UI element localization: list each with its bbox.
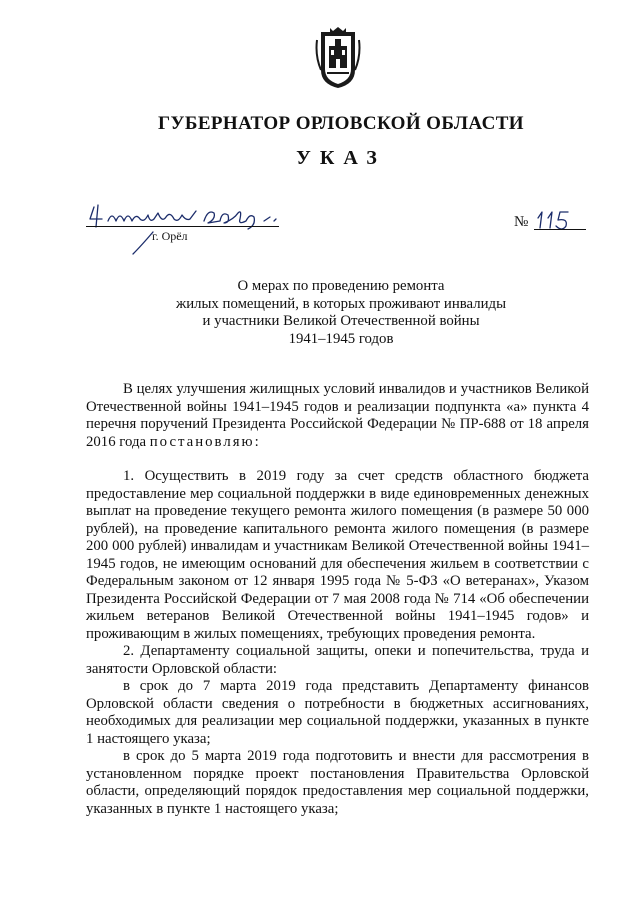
title-line: 1941–1945 годов: [288, 330, 394, 347]
decree-title: [0, 278, 640, 348]
subparagraph-2a: в срок до 7 марта 2019 года представить Департаменту финансов Орловской области сведения о потребности в бюджетных ассигнованиях, необходимых для реализации мер социальной поддержки, указанных в пункте 1 настоящего указа;: [86, 678, 589, 747]
title-line: жилых помещений, в которых проживают инвалиды: [175, 295, 507, 312]
issuing-authority: ГУБЕРНАТОР ОРЛОВСКОЙ ОБЛАСТИ: [158, 113, 524, 134]
coat-of-arms-emblem: [315, 26, 361, 90]
decree-body: [86, 381, 589, 818]
place-of-issue: г. Орёл: [152, 229, 188, 243]
number-label: №: [514, 214, 529, 230]
document-type: УКАЗ: [296, 147, 386, 169]
date-underline: [86, 226, 279, 227]
preamble-paragraph: [86, 381, 589, 451]
preamble-text: В целях улучшения жилищных условий инвалидов и участников Великой Отечественной войны 1941–1945 годов и реализации подпункта «а» пункта 4 перечня поручений Президента Российской Федерации № ПР-688 от 18 апреля 2016 года: [86, 381, 589, 450]
subparagraph-2b: в срок до 5 марта 2019 года подготовить и внести для рассмотрения в установленном порядке проект постановления Правительства Орловской области, определяющий порядок предоставления мер социальной поддержки, указанных в пункте 1 настоящего указа;: [86, 748, 589, 817]
title-line: О мерах по проведению ремонта: [237, 278, 445, 294]
number-underline: [534, 229, 586, 230]
decree-word: постановляю:: [149, 433, 261, 450]
paragraph-2: 2. Департаменту социальной защиты, опеки и попечительства, труда и занятости Орловской области:: [86, 643, 589, 677]
paragraph-1: 1. Осуществить в 2019 году за счет средств областного бюджета предоставление мер социальной поддержки в виде единовременных денежных выплат на проведение текущего ремонта жилого помещения (в размере 50 000 рублей), на проведение капитального ремонта жилого помещения (в размере 200 000 рублей) инвалидам и участникам Великой Отечественной войны 1941–1945 годов, не имеющим оснований для обеспечения жильем в соответствии с Федеральным законом от 12 января 1995 года № 5-ФЗ «О ветеранах», Указом Президента Российской Федерации от 7 мая 2008 года № 714 «Об обеспечении жильем ветеранов Великой Отечественной войны 1941–1945 годов» и проживающим в жилых помещениях, требующих проведения ремонта.: [86, 468, 589, 642]
title-line: и участники Великой Отечественной войны: [202, 313, 480, 330]
